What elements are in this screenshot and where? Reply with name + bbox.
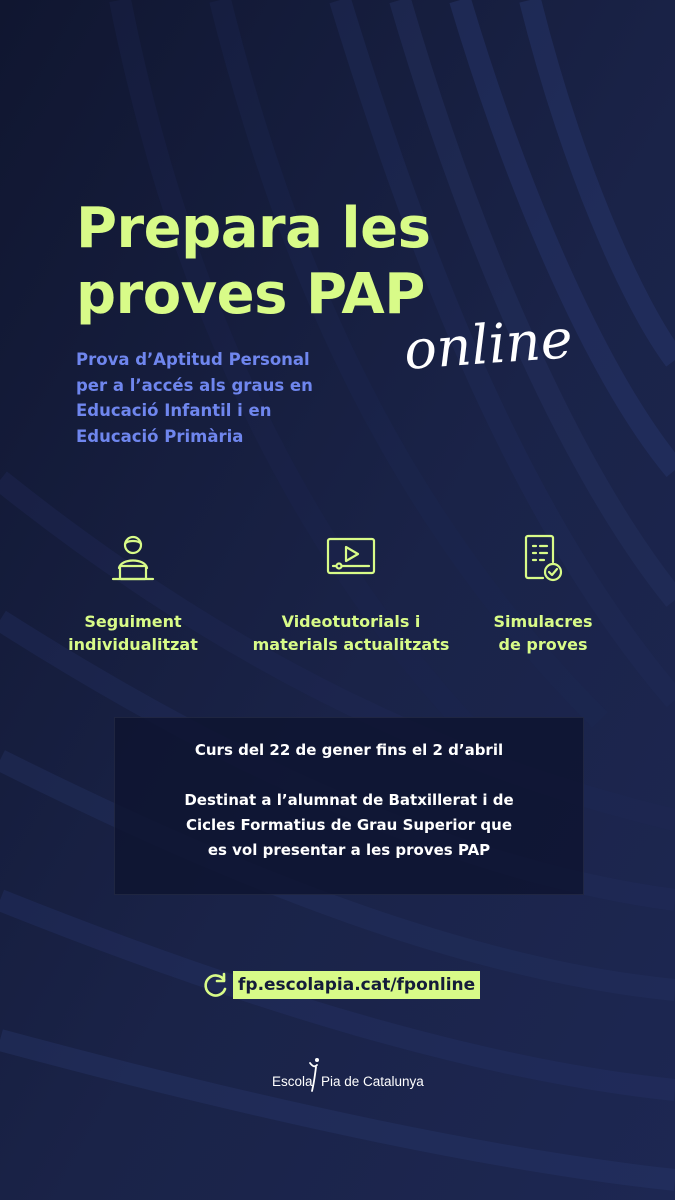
- headline-script-word: online: [401, 307, 575, 382]
- subtitle-line-2: per a l’accés als graus en: [76, 375, 313, 395]
- course-audience-line-1: Destinat a l’alumnat de Batxillerat i de: [184, 791, 514, 809]
- escola-pia-logo: [272, 1057, 442, 1097]
- headline: [76, 196, 536, 328]
- person-at-laptop-icon: [109, 532, 157, 584]
- subtitle: [76, 347, 366, 449]
- feature-3-label-line-2: de proves: [498, 635, 588, 654]
- course-audience-line-3: es vol presentar a les proves PAP: [207, 841, 491, 859]
- feature-test-simulations: [478, 532, 608, 656]
- refresh-arrow-icon: [200, 971, 230, 1001]
- feature-1-label-line-1: Seguiment: [84, 612, 182, 631]
- feature-3-label-line-1: Simulacres: [493, 612, 593, 631]
- subtitle-line-4: Educació Primària: [76, 426, 244, 446]
- feature-1-label-line-2: individualitzat: [68, 635, 198, 654]
- subtitle-line-3: Educació Infantil i en: [76, 401, 272, 420]
- logo-word-escola: Escola: [272, 1074, 313, 1089]
- video-player-icon: [325, 532, 377, 584]
- course-audience-line-2: Cicles Formatius de Grau Superior que: [185, 816, 513, 834]
- subtitle-line-1: Prova d’Aptitud Personal: [76, 350, 310, 369]
- logo-word-pia-de-catalunya: Pia de Catalunya: [321, 1074, 424, 1089]
- checked-document-icon: [519, 532, 567, 584]
- headline-line-2: proves PAP: [76, 262, 425, 327]
- course-dates: Curs del 22 de gener fins el 2 d’abril: [194, 741, 504, 759]
- feature-2-label-line-1: Videotutorials i: [281, 612, 421, 631]
- headline-line-1: Prepara les: [76, 196, 431, 261]
- feature-individual-tracking: [62, 532, 204, 656]
- website-url[interactable]: fp.escolapia.cat/fponline: [233, 971, 480, 999]
- feature-2-label-line-2: materials actualitzats: [252, 635, 450, 654]
- course-info-box: [114, 717, 584, 895]
- course-audience: [139, 788, 559, 863]
- feature-videotutorials: [242, 532, 460, 656]
